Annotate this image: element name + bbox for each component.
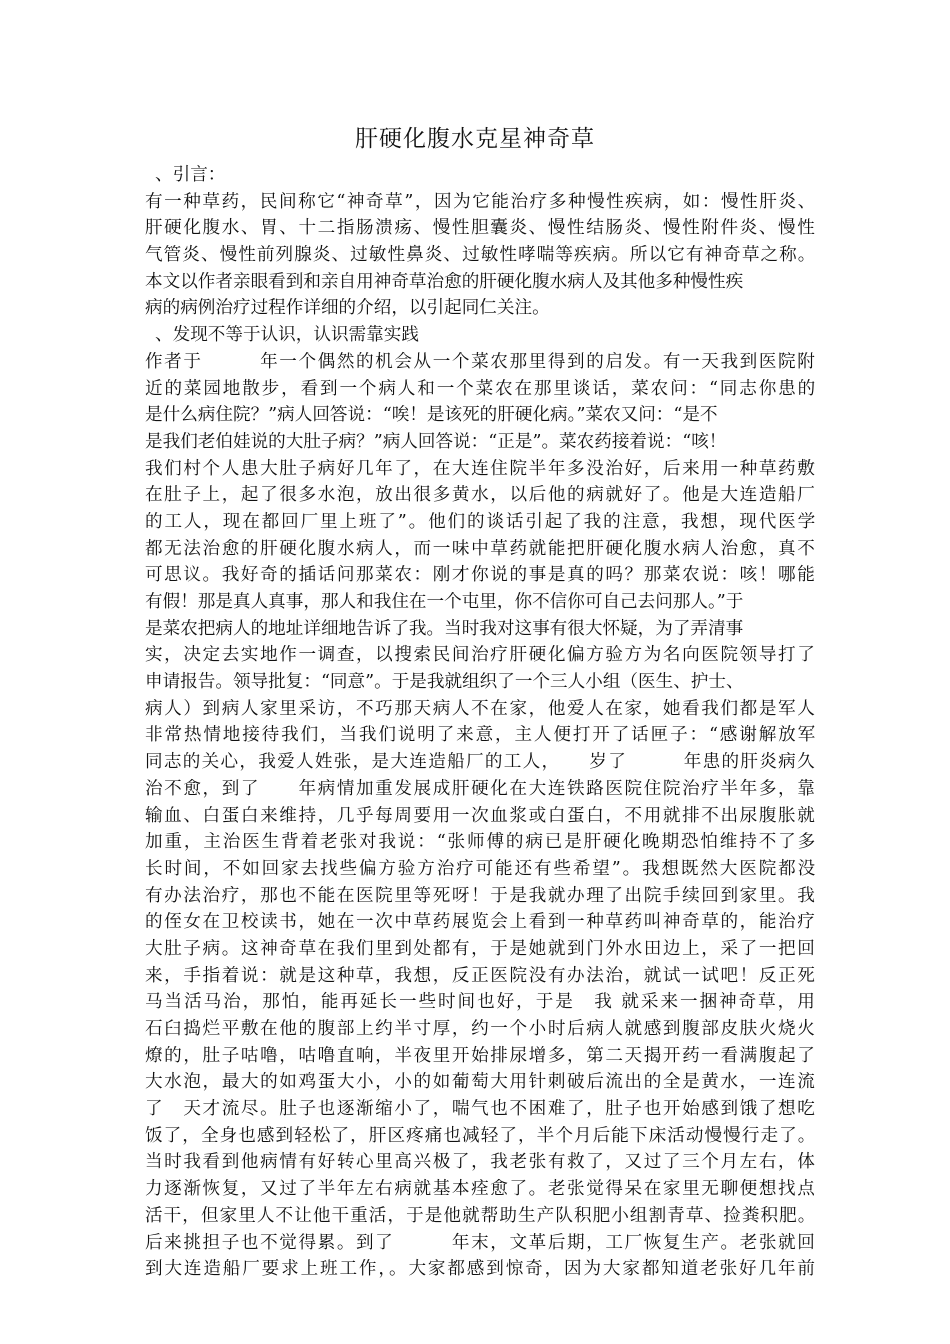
body-line: 输血、白蛋白来维持，几乎每周要用一次血浆或白蛋白，不用就排不出尿腹胀就 (145, 805, 817, 826)
body-line: 都无法治愈的肝硬化腹水病人，而一味中草药就能把肝硬化腹水病人治愈，真不 (145, 538, 817, 559)
body-line: 同志的关心，我爱人姓张，是大连造船厂的工人， 岁了 年患的肝炎病久 (145, 752, 816, 773)
body-line: 马当活马治，那怕，能再延长一些时间也好，于是 我 就采来一捆神奇草，用 (145, 992, 817, 1013)
section-heading: 、发现不等于认识，认识需靠实践 (155, 325, 419, 346)
body-line: 有办法治疗，那也不能在医院里等死呀！于是我就办理了出院手续回到家里。我 (145, 885, 817, 906)
body-line: 大肚子病。这神奇草在我们里到处都有，于是她就到门外水田边上，采了一把回 (145, 938, 817, 959)
body-line: 本文以作者亲眼看到和亲自用神奇草治愈的肝硬化腹水病人及其他多种慢性疾 (145, 271, 744, 292)
body-line: 可思议。我好奇的插话问那菜农：刚才你说的事是真的吗？那菜农说：咳！哪能 (145, 565, 817, 586)
body-line: 长时间，不如回家去找些偏方验方治疗可能还有些希望”。我想既然大医院都没 (145, 858, 818, 879)
body-line: 的侄女在卫校读书，她在一次中草药展览会上看到一种草药叫神奇草的，能治疗 (145, 912, 817, 933)
body-line: 非常热情地接待我们，当我们说明了来意，主人便打开了话匣子：“感谢解放军 (145, 725, 818, 746)
body-line: 大水泡，最大的如鸡蛋大小，小的如葡萄大用针刺破后流出的全是黄水，一连流 (145, 1072, 817, 1093)
body-line: 活干，但家里人不让他干重活，于是他就帮助生产队积肥小组割青草、捡粪积肥。 (145, 1205, 817, 1226)
body-line: 到大连造船厂要求上班工作，。大家都感到惊奇，因为大家都知道老张好几年前 (145, 1259, 817, 1280)
body-line: 我们村个人患大肚子病好几年了，在大连住院半年多没治好，后来用一种草药敷 (145, 458, 817, 479)
body-line: 当时我看到他病情有好转心里高兴极了，我老张有救了，又过了三个月左右，体 (145, 1152, 817, 1173)
body-line: 后来挑担子也不觉得累。到了 年末，文革后期，工厂恢复生产。老张就回 (145, 1232, 817, 1253)
body-line: 近的菜园地散步，看到一个病人和一个菜农在那里谈话，菜农问：“同志你患的 (145, 378, 818, 399)
body-line: 有假！那是真人真事，那人和我住在一个屯里，你不信你可自己去问那人。”于 (145, 592, 744, 612)
body-line: 在肚子上，起了很多水泡，放出很多黄水，以后他的病就好了。他是大连造船厂 (145, 485, 817, 506)
body-line: 有一种草药，民间称它“神奇草”，因为它能治疗多种慢性疾病，如：慢性肝炎、 (145, 191, 817, 212)
body-line: 病人）到病人家里采访，不巧那天病人不在家，他爱人在家，她看我们都是军人 (145, 698, 817, 719)
body-line: 肝硬化腹水、胃、十二指肠溃疡、慢性胆囊炎、慢性结肠炎、慢性附件炎、慢性 (145, 218, 817, 239)
body-line: 来，手指着说：就是这种草，我想，反正医院没有办法治，就试一试吧！反正死 (145, 965, 817, 986)
body-line: 申请报告。领导批复：“同意”。于是我就组织了一个三人小组（医生、护士、 (145, 672, 744, 693)
document-body (145, 162, 818, 1283)
body-line: 是菜农把病人的地址详细地告诉了我。当时我对这事有很大怀疑，为了弄清事 (145, 618, 744, 639)
body-line: 是我们老伯娃说的大肚子病？”病人回答说：“正是”。菜农药接着说：“咳！ (145, 431, 727, 452)
body-line: 作者于 年一个偶然的机会从一个菜农那里得到的启发。有一天我到医院附 (145, 351, 817, 372)
body-line: 实，决定去实地作一调查，以搜索民间治疗肝硬化偏方验方为名向医院领导打了 (145, 645, 817, 666)
page-title: 肝硬化腹水克星神奇草 (355, 126, 595, 152)
body-line: 的工人，现在都回厂里上班了”。他们的谈话引起了我的注意，我想，现代医学 (145, 511, 818, 532)
body-line: 力逐渐恢复，又过了半年左右病就基本痊愈了。老张觉得呆在家里无聊便想找点 (145, 1179, 817, 1200)
body-line: 加重，主治医生背着老张对我说：“张师傅的病已是肝硬化晚期恐怕维持不了多 (145, 832, 818, 853)
body-line: 治不愈，到了 年病情加重发展成肝硬化在大连铁路医院住院治疗半年多，靠 (145, 778, 817, 799)
body-line: 病的病例治疗过程作详细的介绍，以引起同仁关注。 (145, 298, 550, 319)
body-line: 了 天才流尽。肚子也逐渐缩小了，喘气也不困难了，肚子也开始感到饿了想吃 (145, 1099, 817, 1120)
body-line: 饭了，全身也感到轻松了，肝区疼痛也减轻了，半个月后能下床活动慢慢行走了。 (145, 1125, 817, 1146)
section-heading: 、引言： (155, 165, 226, 185)
body-line: 气管炎、慢性前列腺炎、过敏性鼻炎、过敏性哮喘等疾病。所以它有神奇草之称。 (145, 245, 817, 266)
body-line: 石臼捣烂平敷在他的腹部上约半寸厚，约一个小时后病人就感到腹部皮肤火烧火 (145, 1019, 817, 1039)
body-line: 是什么病住院？”病人回答说：“唉！是该死的肝硬化病。”菜农又问：“是不 (145, 405, 718, 426)
body-line: 燎的，肚子咕噜，咕噜直响，半夜里开始排尿增多，第二天揭开药一看满腹起了 (145, 1045, 817, 1066)
